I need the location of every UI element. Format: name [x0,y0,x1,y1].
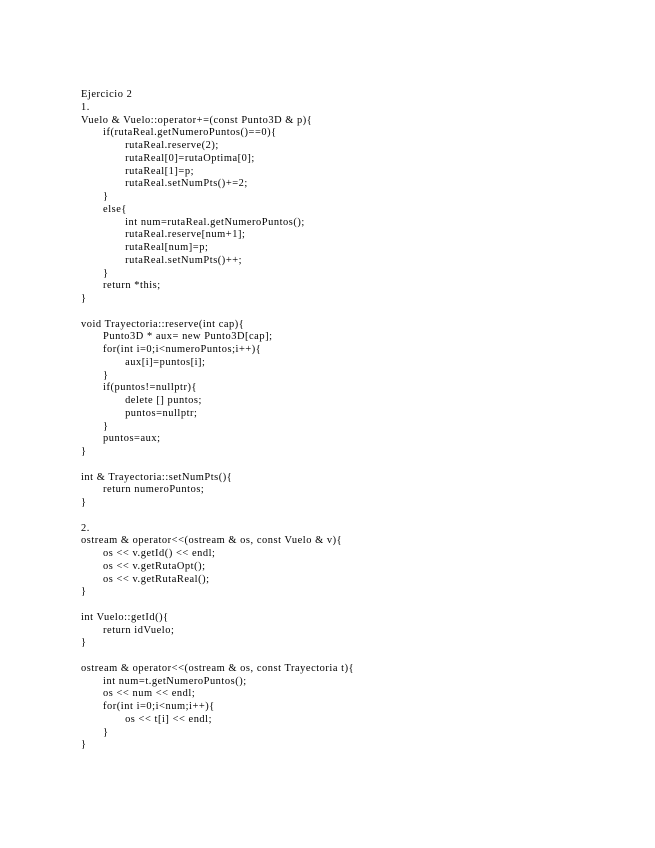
code-line: rutaReal.setNumPts()+=2; [81,178,248,190]
code-line: os << v.getRutaOpt(); [81,560,206,572]
code-line: return idVuelo; [81,624,175,636]
code-line: Ejercicio 2 [81,89,133,100]
code-line: } [81,191,109,202]
code-line [81,510,354,523]
code-line [81,599,354,612]
code-line: } [81,739,87,751]
code-line: rutaReal.reserve[num+1]; [81,229,246,241]
code-line: puntos=nullptr; [81,407,198,419]
code-line: int Vuelo::getId(){ [81,611,169,623]
code-line: ostream & operator<<(ostream & os, const Vuelo & v){ [81,535,343,547]
code-listing [81,89,354,752]
code-line: delete [] puntos; [81,395,202,406]
code-line: } [81,420,109,432]
code-line: } [81,497,87,508]
code-line: rutaReal.setNumPts()++; [81,254,243,266]
code-line: return numeroPuntos; [81,484,205,496]
code-line [81,459,354,472]
code-line: os << v.getId() << endl; [81,548,216,559]
code-line: return *this; [81,280,161,292]
code-line: 2. [81,522,90,534]
code-line: } [81,637,87,649]
code-line: for(int i=0;i<numeroPuntos;i++){ [81,344,262,355]
code-line: rutaReal[1]=p; [81,165,195,177]
code-line: } [81,267,109,279]
code-line: } [81,293,87,304]
code-line: int & Trayectoria::setNumPts(){ [81,471,233,483]
code-line [81,306,354,319]
code-line: aux[i]=puntos[i]; [81,356,206,368]
code-line: rutaReal[0]=rutaOptima[0]; [81,152,255,164]
code-line: os << t[i] << endl; [81,713,213,725]
code-line: puntos=aux; [81,433,161,445]
code-line: ostream & operator<<(ostream & os, const Trayectoria t){ [81,662,355,674]
code-line: if(puntos!=nullptr){ [81,382,198,394]
code-line: Vuelo & Vuelo::operator+=(const Punto3D & p){ [81,114,313,126]
code-line: for(int i=0;i<num;i++){ [81,701,215,712]
code-line: int num=t.getNumeroPuntos(); [81,675,247,687]
code-line: } [81,369,109,381]
code-line: 1. [81,101,90,113]
code-line: if(rutaReal.getNumeroPuntos()==0){ [81,127,277,139]
code-line: else{ [81,203,127,215]
code-line: rutaReal[num]=p; [81,242,209,253]
code-line: os << num << endl; [81,688,196,700]
code-line: } [81,446,87,457]
code-line: int num=rutaReal.getNumeroPuntos(); [81,216,305,228]
code-line: Punto3D * aux= new Punto3D[cap]; [81,331,273,343]
code-line: rutaReal.reserve(2); [81,140,219,151]
code-line: os << v.getRutaReal(); [81,573,210,585]
code-line: } [81,726,109,738]
code-line: } [81,586,87,598]
code-line [81,650,354,663]
code-line: void Trayectoria::reserve(int cap){ [81,318,245,330]
